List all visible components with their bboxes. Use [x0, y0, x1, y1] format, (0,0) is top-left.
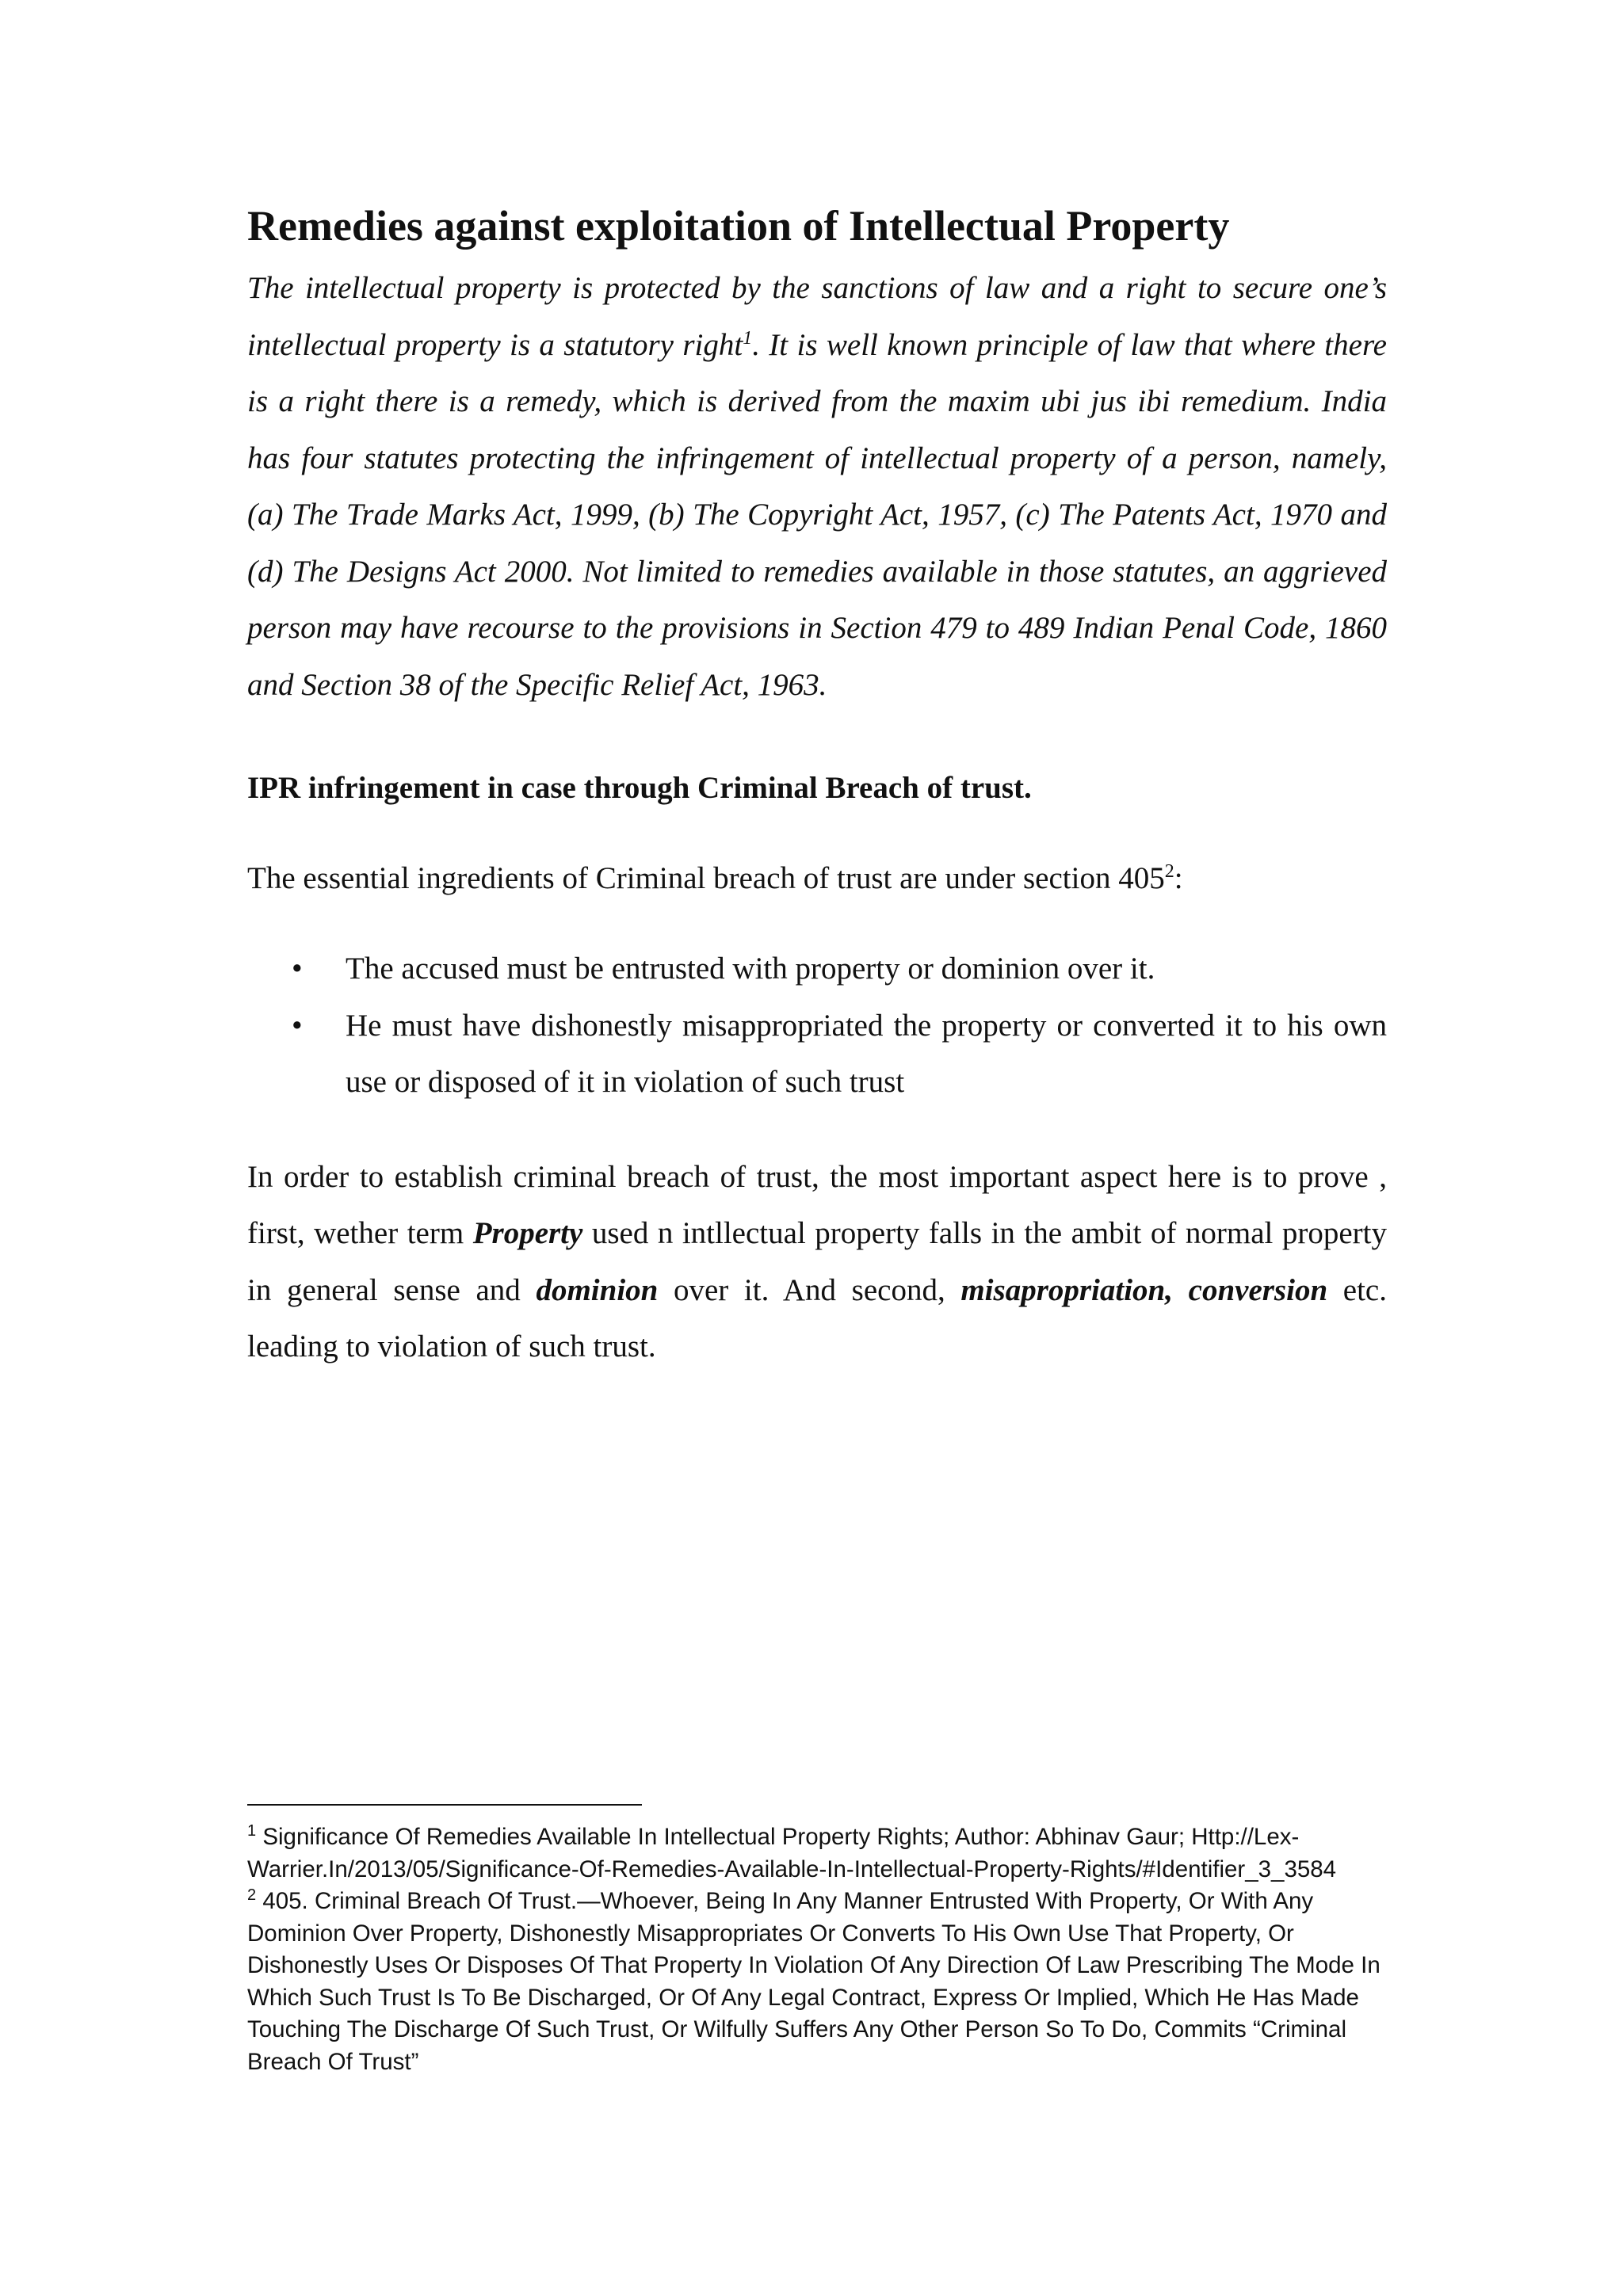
- ingredients-lead: [247, 855, 1387, 902]
- footnote-number: 1: [247, 1822, 257, 1840]
- footnote-text: 405. Criminal Breach Of Trust.—Whoever, Being In Any Manner Entrusted With Property, Or With Any Dominion Over Property, Dishonestly Misappropriates Or Converts To His Own Use That Property, Or Dishonestly Uses Or Disposes Of That Property In Violation Of Any Direction Of Law Prescribing The Mode In Which Such Trust Is To Be Discharged, Or Of Any Legal Contract, Express Or Implied, Which He Has Made Touching The Discharge Of Such Trust, Or Wilfully Suffers Any Other Person So To Do, Commits “Criminal Breach Of Trust”: [247, 1888, 1381, 2075]
- emphasis-misappropriation: misapropriation, conversion: [960, 1272, 1328, 1307]
- analysis-paragraph: [247, 1149, 1387, 1375]
- emphasis-dominion: dominion: [536, 1272, 659, 1307]
- intro-paragraph: [247, 260, 1387, 713]
- page-title: Remedies against exploitation of Intellectual Property: [247, 202, 1230, 250]
- footnote-2: [247, 1886, 1387, 2078]
- list-item: [247, 997, 1387, 1111]
- ingredients-list: [247, 940, 1387, 1111]
- list-item: [247, 940, 1387, 997]
- footnote-divider: [247, 1804, 642, 1806]
- analysis-text-3: over it. And second,: [658, 1272, 961, 1307]
- analysis-text-4: etc. leading to violation of such trust.: [247, 1272, 1387, 1363]
- section-heading: IPR infringement in case through Criminal Breach of trust.: [247, 771, 1032, 805]
- footnote-number: 2: [247, 1886, 257, 1905]
- list-item-text: The accused must be entrusted with property or dominion over it.: [346, 952, 1155, 986]
- footnotes-section: [247, 1804, 1387, 2078]
- lead-suffix: :: [1174, 861, 1183, 895]
- footnote-ref-1[interactable]: 1: [743, 327, 753, 349]
- analysis-text-2: used n intllectual property falls in the ambit of normal property in general sense and: [247, 1216, 1387, 1307]
- footnote-ref-2[interactable]: 2: [1164, 861, 1174, 882]
- emphasis-property: Property: [472, 1216, 583, 1250]
- lead-text: The essential ingredients of Criminal breach of trust are under section 405: [247, 861, 1165, 895]
- document-body: [247, 198, 1387, 1375]
- list-item-text: He must have dishonestly misappropriated the property or converted it to his own use or disposed of it in violation of such trust: [346, 1008, 1387, 1099]
- intro-text-part1: The intellectual property is protected by the sanctions of law and a right to secure one’s intellectual property is a statutory right: [247, 271, 1387, 362]
- intro-text-part2: . It is well known principle of law that where there is a right there is a remedy, which is derived from the maxim ubi jus ibi remedium. India has four statutes protecting the infringement of intellectual property of a person, namely, (a) The Trade Marks Act, 1999, (b) The Copyright Act, 1957, (c) The Patents Act, 1970 and (d) The Designs Act 2000. Not limited to remedies available in those statutes, an aggrieved person may have recourse to the provisions in Section 479 to 489 Indian Penal Code, 1860 and Section 38 of the Specific Relief Act, 1963.: [247, 327, 1387, 702]
- bullet-icon: •: [292, 1008, 303, 1043]
- analysis-text-1: In order to establish criminal breach of trust, the most important aspect here is to prove , first, wether term: [247, 1159, 1387, 1250]
- bullet-icon: •: [292, 952, 303, 986]
- footnote-text: Significance Of Remedies Available In Intellectual Property Rights; Author: Abhinav Gaur; Http://Lex-Warrier.In/2013/05/Significance-Of-Remedies-Available-In-Intellectual-Property-Rights/#Identifier_3_3584: [247, 1824, 1337, 1882]
- footnote-1: [247, 1821, 1387, 1886]
